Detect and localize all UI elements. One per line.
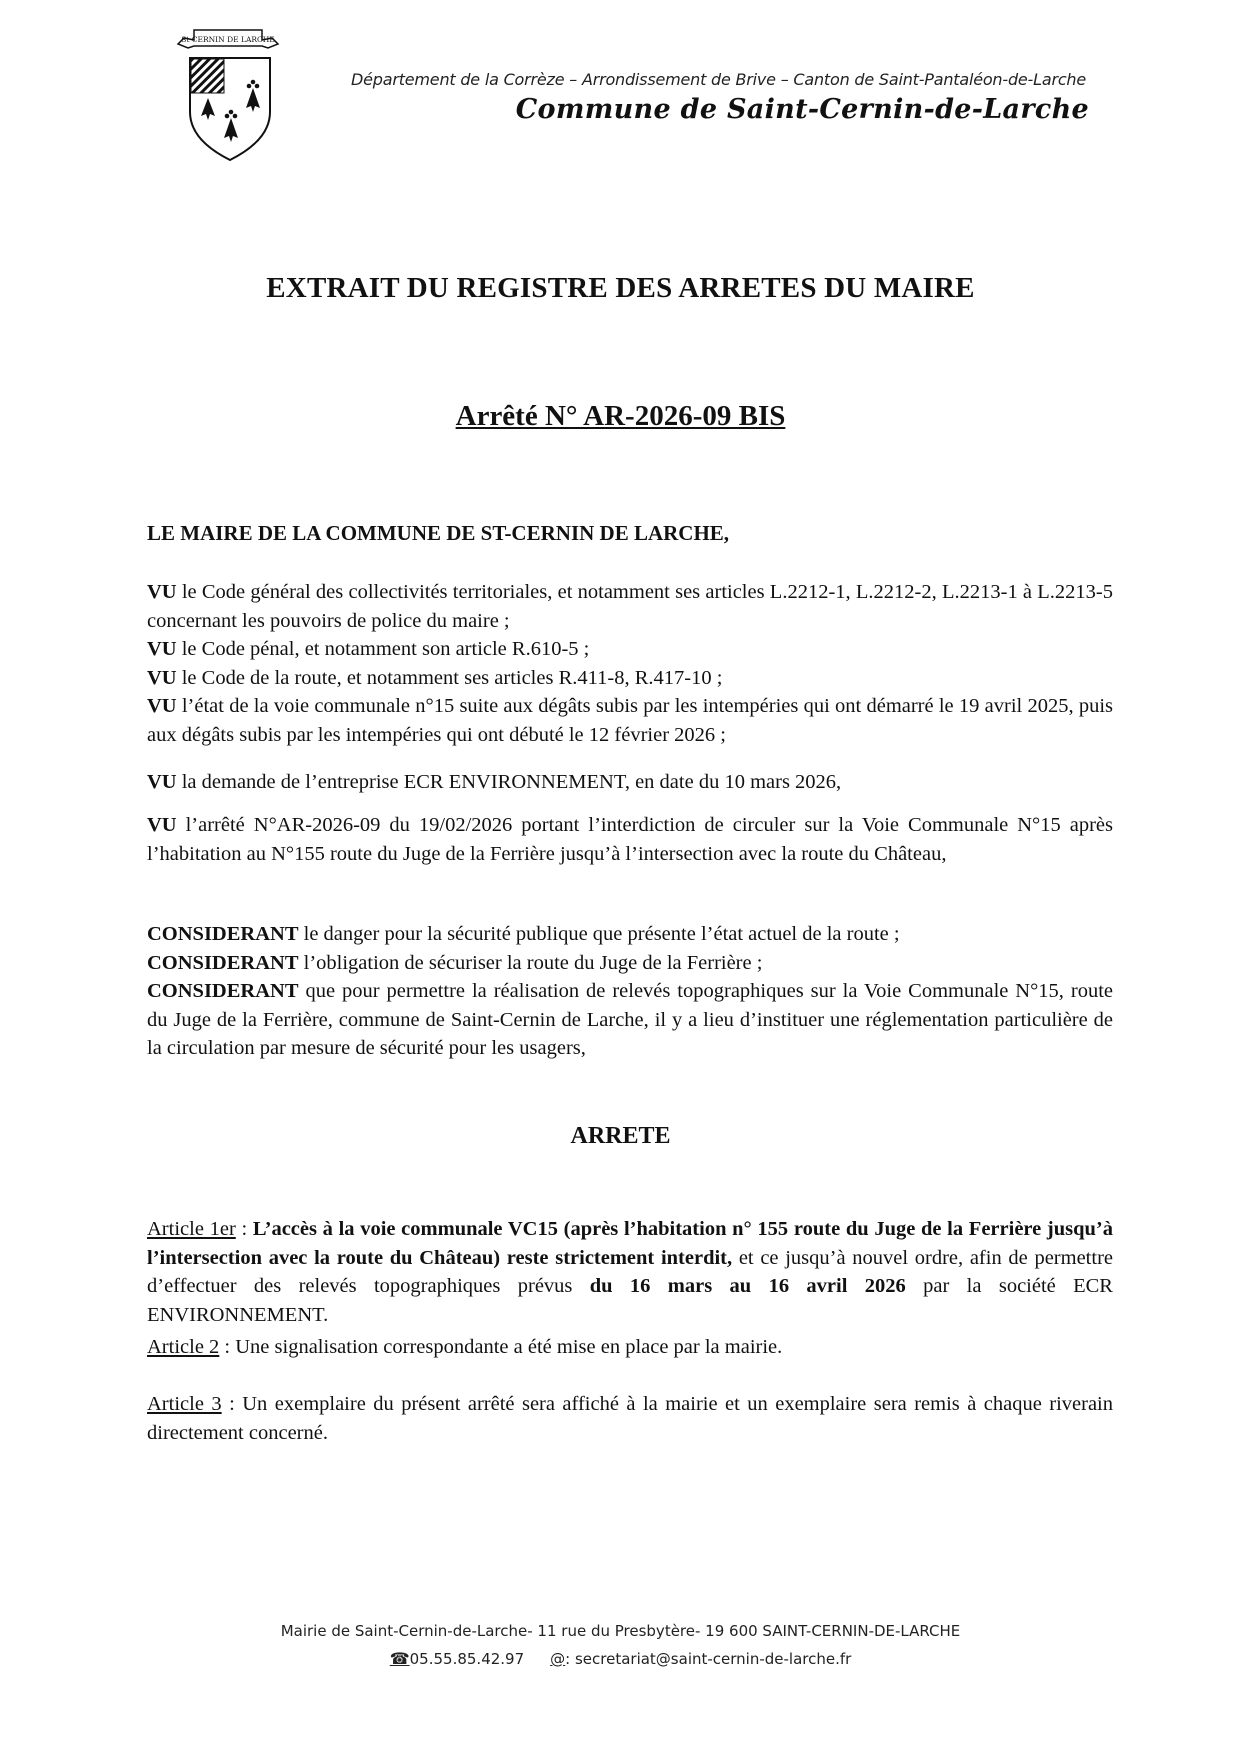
vu-demande [147, 768, 1113, 797]
vu-item [147, 664, 1113, 693]
vu-item [147, 578, 1113, 635]
vu-text: le Code de la route, et notamment ses articles R.411-8, R.417-10 ; [176, 666, 723, 689]
crest-banner-text: St CERNIN DE LARCHE [181, 35, 275, 44]
vu-lead: VU [147, 771, 177, 793]
article-separator: : [219, 1336, 236, 1358]
department-line: Département de la Corrèze – Arrondissement de Brive – Canton de Saint-Pantaléon-de-Larche [351, 70, 1086, 89]
considerant-text: le danger pour la sécurité publique que présente l’état actuel de la route ; [298, 923, 900, 945]
arrete-number: Arrêté N° AR-2026-09 BIS [455, 400, 786, 432]
vu-lead: VU [147, 695, 177, 717]
vu-text: l’état de la voie communale n°15 suite aux dégâts subis par les intempéries qui ont démarré le 19 avril 2025, puis aux dégâts subis par les intempéries qui ont débuté le 12 février 2026 ; [147, 695, 1113, 746]
article-text: Une signalisation correspondante a été mise en place par la mairie. [235, 1336, 783, 1358]
arrete-heading: ARRETE [570, 1123, 671, 1149]
considerant-item [147, 977, 1113, 1063]
considerant-lead: CONSIDERANT [147, 951, 299, 974]
considerant-lead: CONSIDERANT [147, 980, 299, 1002]
considerant-item [147, 949, 1113, 978]
article-label: Article 3 [147, 1393, 222, 1415]
mayor-line: LE MAIRE DE LA COMMUNE DE ST-CERNIN DE LARCHE, [147, 521, 730, 545]
article-text: Un exemplaire du présent arrêté sera affiché à la mairie et un exemplaire sera remis à chaque riverain directement concerné. [147, 1393, 1113, 1444]
vu-lead: VU [147, 666, 177, 689]
vu-text: l’arrêté N°AR-2026-09 du 19/02/2026 portant l’interdiction de circuler sur la Voie Communale N°15 après l’habitation au N°155 route du Juge de la Ferrière jusqu’à l’intersection avec la route du Château, [147, 814, 1113, 865]
vu-text: le Code pénal, et notamment son article R.610-5 ; [176, 638, 590, 660]
vu-item [147, 692, 1113, 749]
vu-lead: VU [147, 638, 177, 660]
article-2 [147, 1333, 1113, 1362]
vu-text: le Code général des collectivités territoriales, et notamment ses articles L.2212-1, L.2212-2, L.2213-1 à L.2213-5 concernant les pouvoirs de police du maire ; [147, 581, 1113, 632]
article-label: Article 1er [147, 1218, 236, 1240]
vu-block [147, 578, 1113, 749]
considerant-lead: CONSIDERANT [147, 923, 299, 945]
phone-icon: ☎ [389, 1649, 410, 1668]
article-separator: : [221, 1393, 243, 1415]
email-separator: : [565, 1650, 575, 1668]
article-dates: du 16 mars au 16 avril 2026 [589, 1275, 906, 1297]
footer-phone: 05.55.85.42.97 [409, 1650, 525, 1668]
considerant-text: que pour permettre la réalisation de relevés topographiques sur la Voie Communale N°15, route du Juge de la Ferrière, commune de Saint-Cernin de Larche, il y a lieu d’instituer une réglementation particulière de la circulation par mesure de sécurité pour les usagers, [147, 980, 1113, 1059]
article-text: par la société ECR ENVIRONNEMENT. [147, 1275, 1113, 1326]
article-bold-text: L’accès à la voie communale VC15 (après l’habitation n° 155 route du Juge de la Ferrière jusqu’à l’intersection avec la route du Château) reste strictement interdit, [147, 1218, 1114, 1269]
article-text: et ce jusqu’à nouvel ordre, afin de permettre d’effectuer des relevés topographiques prévus [147, 1246, 1113, 1297]
footer-contact [0, 1649, 1241, 1668]
document-title: EXTRAIT DU REGISTRE DES ARRETES DU MAIRE [266, 272, 975, 304]
considerant-text: l’obligation de sécuriser la route du Juge de la Ferrière ; [298, 951, 763, 974]
article-separator: : [235, 1218, 253, 1240]
vu-text: la demande de l’entreprise ECR ENVIRONNEMENT, en date du 10 mars 2026, [176, 771, 842, 793]
footer-email[interactable]: secretariat@saint-cernin-de-larche.fr [574, 1650, 852, 1668]
vu-item [147, 635, 1113, 664]
footer-address: Mairie de Saint-Cernin-de-Larche- 11 rue du Presbytère- 19 600 SAINT-CERNIN-DE-LARCHE [280, 1622, 961, 1640]
considerants-block [147, 920, 1113, 1063]
commune-crest-logo [176, 14, 280, 164]
email-icon: @ [550, 1650, 566, 1668]
vu-lead: VU [147, 581, 177, 603]
article-1 [147, 1215, 1113, 1329]
vu-lead: VU [147, 814, 177, 836]
article-3 [147, 1390, 1113, 1447]
article-label: Article 2 [147, 1336, 220, 1358]
considerant-item [147, 920, 1113, 949]
vu-arrete [147, 811, 1113, 868]
commune-name: Commune de Saint-Cernin-de-Larche [515, 94, 1089, 125]
